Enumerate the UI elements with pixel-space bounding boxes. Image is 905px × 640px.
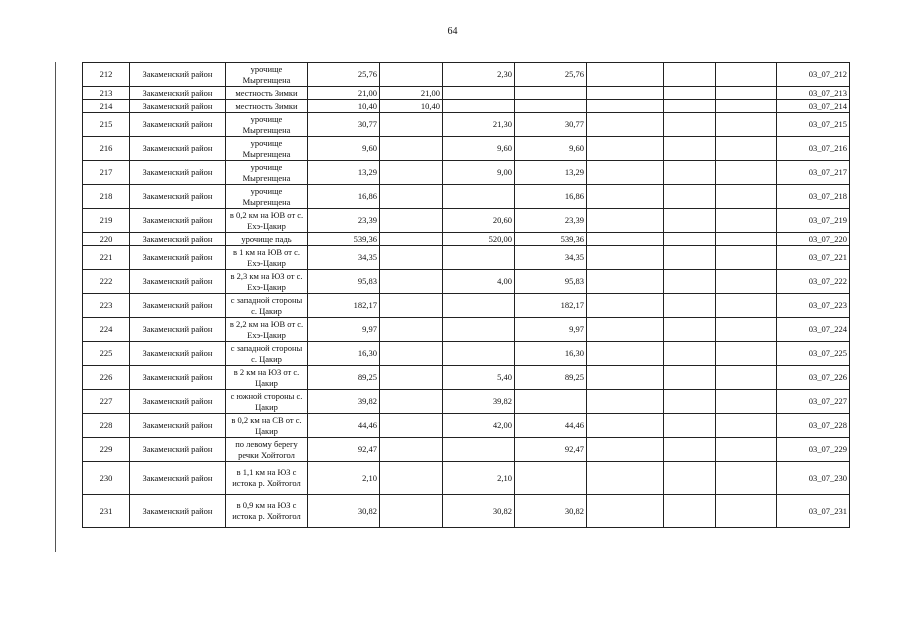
area-col-7 [716,294,777,318]
record-code: 03_07_224 [777,318,850,342]
land-plots-table [82,62,850,528]
area-total: 10,40 [308,100,380,113]
area-col-6 [664,438,716,462]
area-col-6 [664,87,716,100]
area-col-5 [587,209,664,233]
area-col-2 [380,246,443,270]
area-col-3: 4,00 [443,270,515,294]
table-row [83,495,850,528]
area-total: 23,39 [308,209,380,233]
area-col-3: 39,82 [443,390,515,414]
area-col-3 [443,87,515,100]
table-row [83,294,850,318]
table-row [83,318,850,342]
row-number: 216 [83,137,130,161]
district-name: Закаменский район [130,438,226,462]
record-code: 03_07_222 [777,270,850,294]
record-code: 03_07_228 [777,414,850,438]
area-col-2 [380,438,443,462]
row-number: 222 [83,270,130,294]
record-code: 03_07_219 [777,209,850,233]
area-col-7 [716,246,777,270]
district-name: Закаменский район [130,390,226,414]
area-col-3 [443,246,515,270]
location-description: местность Зимки [226,87,308,100]
area-col-7 [716,161,777,185]
area-col-2 [380,209,443,233]
area-col-2 [380,294,443,318]
area-col-2 [380,390,443,414]
area-col-2 [380,185,443,209]
area-col-5 [587,185,664,209]
table-body [83,63,850,528]
area-total: 34,35 [308,246,380,270]
area-col-6 [664,342,716,366]
area-col-4: 30,77 [515,113,587,137]
area-col-5 [587,342,664,366]
district-name: Закаменский район [130,209,226,233]
area-col-6 [664,414,716,438]
record-code: 03_07_217 [777,161,850,185]
district-name: Закаменский район [130,342,226,366]
area-col-4: 34,35 [515,246,587,270]
area-col-7 [716,342,777,366]
area-col-3: 9,00 [443,161,515,185]
page-number: 64 [447,26,458,37]
location-description: урочище Мыргенщена [226,161,308,185]
district-name: Закаменский район [130,161,226,185]
row-number: 224 [83,318,130,342]
area-col-4 [515,87,587,100]
district-name: Закаменский район [130,414,226,438]
area-col-6 [664,246,716,270]
district-name: Закаменский район [130,63,226,87]
location-description: урочище Мыргенщена [226,63,308,87]
table-row [83,342,850,366]
location-description: в 1,1 км на ЮЗ с истока р. Хойтогол [226,462,308,495]
row-number: 229 [83,438,130,462]
table-row [83,246,850,270]
area-col-7 [716,318,777,342]
area-col-4: 89,25 [515,366,587,390]
district-name: Закаменский район [130,294,226,318]
row-number: 218 [83,185,130,209]
area-col-5 [587,462,664,495]
location-description: урочище Мыргенщена [226,137,308,161]
area-col-5 [587,495,664,528]
row-number: 220 [83,233,130,246]
row-number: 223 [83,294,130,318]
area-col-7 [716,63,777,87]
location-description: в 0,2 км на СВ от с. Цакир [226,414,308,438]
area-col-2 [380,342,443,366]
row-number: 231 [83,495,130,528]
area-total: 16,30 [308,342,380,366]
area-col-2 [380,161,443,185]
area-col-5 [587,233,664,246]
record-code: 03_07_231 [777,495,850,528]
area-col-6 [664,113,716,137]
record-code: 03_07_221 [777,246,850,270]
district-name: Закаменский район [130,233,226,246]
area-col-2 [380,495,443,528]
area-col-4: 9,60 [515,137,587,161]
district-name: Закаменский район [130,87,226,100]
area-col-7 [716,462,777,495]
area-col-4: 16,30 [515,342,587,366]
area-col-2 [380,462,443,495]
table-row [83,390,850,414]
area-total: 30,77 [308,113,380,137]
row-number: 212 [83,63,130,87]
area-col-7 [716,366,777,390]
record-code: 03_07_225 [777,342,850,366]
area-col-2: 10,40 [380,100,443,113]
area-col-3: 2,30 [443,63,515,87]
row-number: 230 [83,462,130,495]
record-code: 03_07_220 [777,233,850,246]
area-col-4: 95,83 [515,270,587,294]
area-col-5 [587,318,664,342]
location-description: урочище падь [226,233,308,246]
area-col-5 [587,63,664,87]
area-col-6 [664,270,716,294]
row-number: 221 [83,246,130,270]
area-col-7 [716,390,777,414]
area-col-4: 23,39 [515,209,587,233]
area-col-7 [716,495,777,528]
row-number: 217 [83,161,130,185]
area-col-3: 9,60 [443,137,515,161]
district-name: Закаменский район [130,100,226,113]
table-row [83,414,850,438]
area-col-3: 520,00 [443,233,515,246]
area-col-3: 5,40 [443,366,515,390]
table-row [83,63,850,87]
area-col-6 [664,318,716,342]
location-description: урочище Мыргенщена [226,113,308,137]
location-description: в 0,2 км на ЮВ от с. Ехэ-Цакир [226,209,308,233]
area-col-7 [716,185,777,209]
record-code: 03_07_223 [777,294,850,318]
table-row [83,366,850,390]
area-col-7 [716,209,777,233]
area-col-4 [515,462,587,495]
table-row [83,462,850,495]
table-row [83,270,850,294]
row-number: 226 [83,366,130,390]
area-col-5 [587,87,664,100]
area-col-6 [664,209,716,233]
location-description: в 0,9 км на ЮЗ с истока р. Хойтогол [226,495,308,528]
record-code: 03_07_226 [777,366,850,390]
area-col-6 [664,63,716,87]
area-col-5 [587,438,664,462]
area-col-2 [380,137,443,161]
table-row [83,438,850,462]
row-number: 214 [83,100,130,113]
area-total: 539,36 [308,233,380,246]
row-number: 227 [83,390,130,414]
area-col-4: 44,46 [515,414,587,438]
area-col-6 [664,161,716,185]
area-col-4: 182,17 [515,294,587,318]
area-total: 25,76 [308,63,380,87]
area-col-2 [380,366,443,390]
table-row [83,100,850,113]
area-total: 44,46 [308,414,380,438]
area-col-2 [380,233,443,246]
area-col-3: 42,00 [443,414,515,438]
area-col-7 [716,233,777,246]
record-code: 03_07_212 [777,63,850,87]
area-col-6 [664,495,716,528]
location-description: в 2,3 км на ЮЗ от с. Ехэ-Цакир [226,270,308,294]
area-total: 21,00 [308,87,380,100]
district-name: Закаменский район [130,462,226,495]
area-total: 9,97 [308,318,380,342]
area-col-5 [587,137,664,161]
table-row [83,185,850,209]
area-total: 92,47 [308,438,380,462]
area-col-7 [716,100,777,113]
location-description: местность Зимки [226,100,308,113]
area-col-7 [716,438,777,462]
table-row [83,161,850,185]
location-description: с западной стороны с. Цакир [226,294,308,318]
location-description: с западной стороны с. Цакир [226,342,308,366]
area-col-3: 20,60 [443,209,515,233]
district-name: Закаменский район [130,495,226,528]
area-col-6 [664,233,716,246]
area-col-3 [443,438,515,462]
area-col-6 [664,294,716,318]
area-col-3: 30,82 [443,495,515,528]
location-description: урочище Мыргенщена [226,185,308,209]
district-name: Закаменский район [130,318,226,342]
district-name: Закаменский район [130,137,226,161]
location-description: в 1 км на ЮВ от с. Ехэ-Цакир [226,246,308,270]
area-col-5 [587,390,664,414]
area-col-4 [515,390,587,414]
area-col-3: 2,10 [443,462,515,495]
district-name: Закаменский район [130,366,226,390]
area-total: 16,86 [308,185,380,209]
area-col-7 [716,137,777,161]
record-code: 03_07_229 [777,438,850,462]
area-col-4: 13,29 [515,161,587,185]
area-col-3 [443,185,515,209]
area-col-2 [380,318,443,342]
table-row [83,113,850,137]
area-col-6 [664,137,716,161]
area-col-2 [380,270,443,294]
record-code: 03_07_214 [777,100,850,113]
table-row [83,233,850,246]
row-number: 225 [83,342,130,366]
district-name: Закаменский район [130,113,226,137]
area-col-2 [380,414,443,438]
area-col-6 [664,100,716,113]
area-total: 30,82 [308,495,380,528]
area-col-6 [664,185,716,209]
area-col-7 [716,270,777,294]
area-col-7 [716,414,777,438]
district-name: Закаменский район [130,246,226,270]
area-col-5 [587,161,664,185]
area-col-2 [380,63,443,87]
district-name: Закаменский район [130,270,226,294]
area-col-5 [587,366,664,390]
table-row [83,87,850,100]
area-col-5 [587,414,664,438]
row-number: 219 [83,209,130,233]
area-total: 13,29 [308,161,380,185]
area-col-4: 30,82 [515,495,587,528]
area-col-5 [587,246,664,270]
row-number: 228 [83,414,130,438]
area-col-4: 539,36 [515,233,587,246]
area-col-7 [716,113,777,137]
area-col-4: 16,86 [515,185,587,209]
location-description: с южной стороны с. Цакир [226,390,308,414]
area-col-7 [716,87,777,100]
row-number: 215 [83,113,130,137]
margin-line [55,62,56,552]
area-col-5 [587,113,664,137]
area-col-3: 21,30 [443,113,515,137]
record-code: 03_07_218 [777,185,850,209]
record-code: 03_07_215 [777,113,850,137]
area-col-5 [587,100,664,113]
location-description: по левому берегу речки Хойтогол [226,438,308,462]
area-col-5 [587,294,664,318]
record-code: 03_07_230 [777,462,850,495]
district-name: Закаменский район [130,185,226,209]
area-col-2 [380,113,443,137]
record-code: 03_07_213 [777,87,850,100]
record-code: 03_07_216 [777,137,850,161]
row-number: 213 [83,87,130,100]
area-total: 39,82 [308,390,380,414]
area-col-4 [515,100,587,113]
location-description: в 2 км на ЮЗ от с. Цакир [226,366,308,390]
area-total: 2,10 [308,462,380,495]
area-col-3 [443,342,515,366]
record-code: 03_07_227 [777,390,850,414]
area-col-4: 9,97 [515,318,587,342]
area-col-3 [443,318,515,342]
area-col-3 [443,100,515,113]
area-col-6 [664,366,716,390]
area-col-5 [587,270,664,294]
location-description: в 2,2 км на ЮВ от с. Ехэ-Цакир [226,318,308,342]
area-total: 9,60 [308,137,380,161]
area-col-6 [664,462,716,495]
area-total: 89,25 [308,366,380,390]
area-total: 182,17 [308,294,380,318]
area-col-6 [664,390,716,414]
area-col-2: 21,00 [380,87,443,100]
area-col-3 [443,294,515,318]
area-col-4: 92,47 [515,438,587,462]
table-row [83,137,850,161]
area-col-4: 25,76 [515,63,587,87]
area-total: 95,83 [308,270,380,294]
table-row [83,209,850,233]
